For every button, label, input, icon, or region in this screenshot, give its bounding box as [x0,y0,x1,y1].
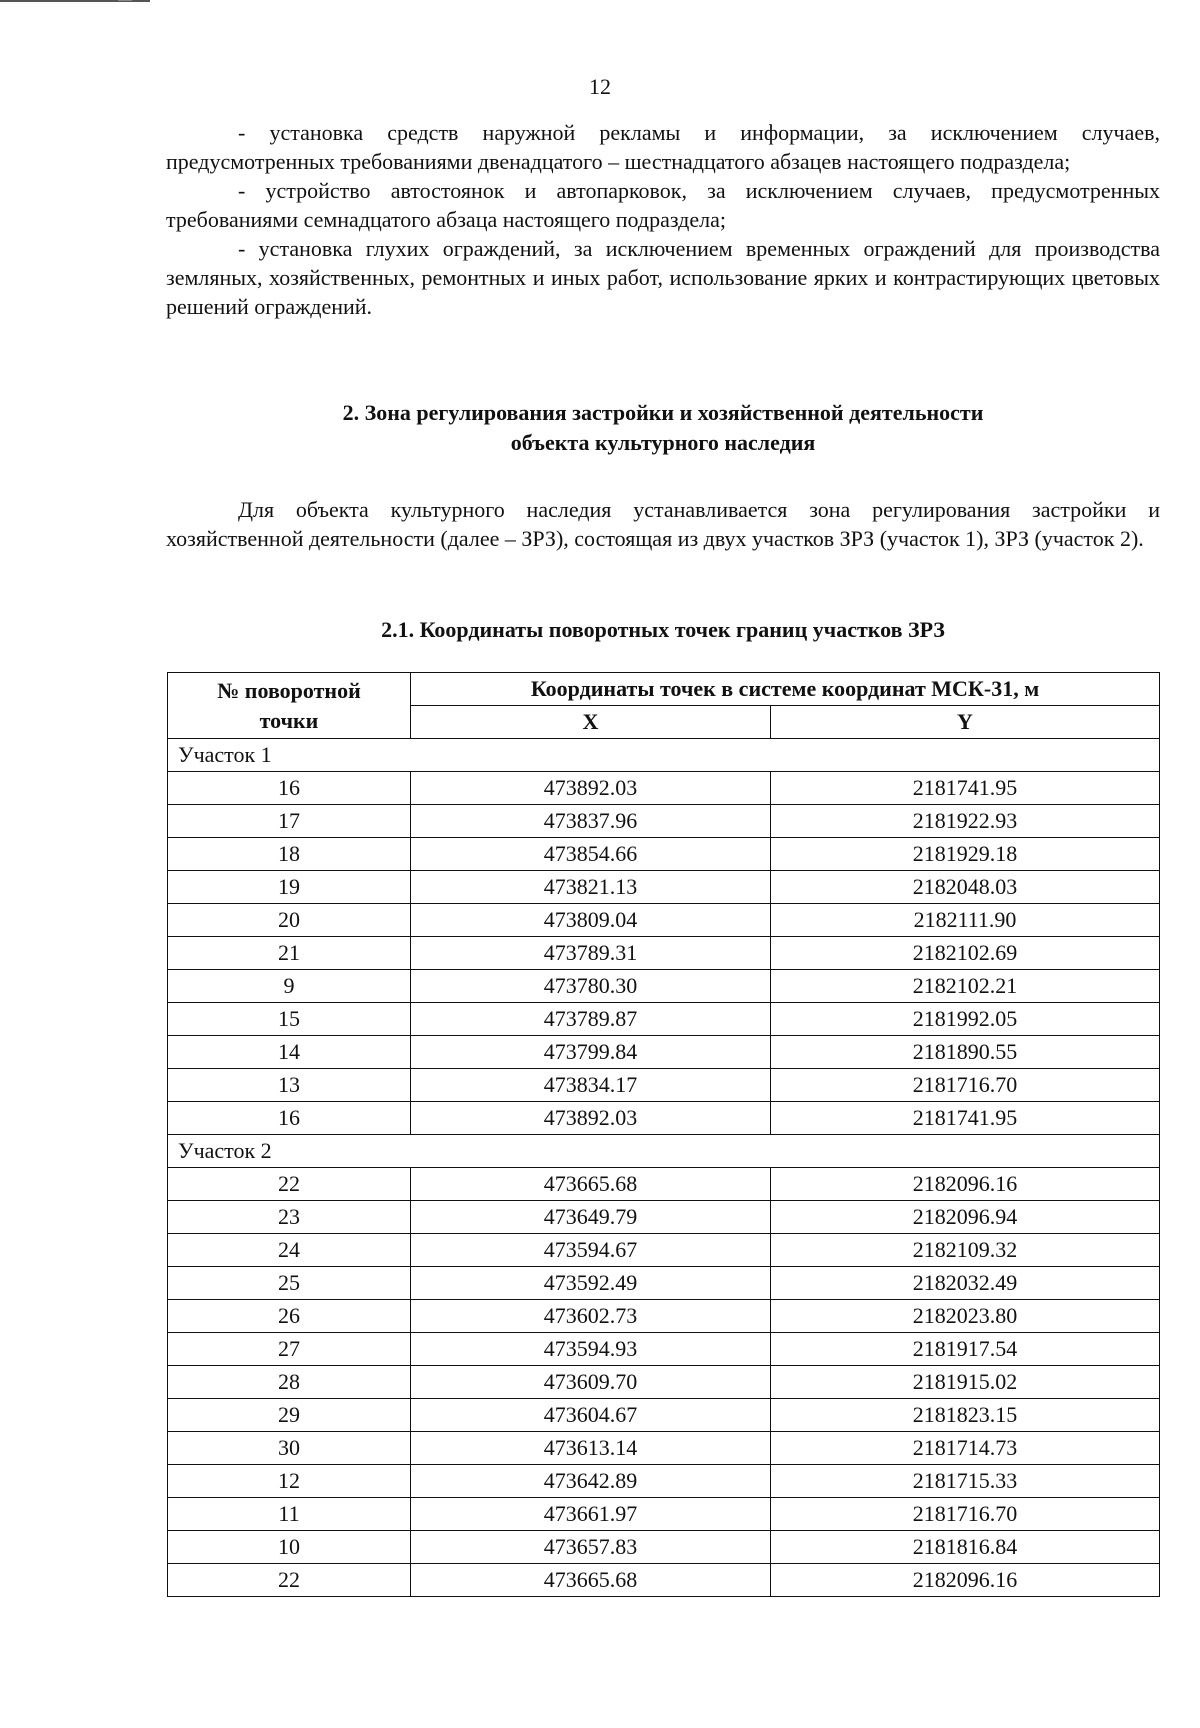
table-row [168,937,1160,970]
section-row [168,1135,1160,1168]
x-coordinate-cell: 473665.68 [411,1168,771,1201]
y-coordinate-cell: 2182048.03 [771,871,1160,904]
point-number-cell: 14 [168,1036,411,1069]
point-number-cell: 24 [168,1234,411,1267]
point-number-cell: 16 [168,772,411,805]
x-coordinate-cell: 473594.67 [411,1234,771,1267]
table-row [168,1300,1160,1333]
y-coordinate-cell: 2182023.80 [771,1300,1160,1333]
y-coordinate-cell: 2181992.05 [771,1003,1160,1036]
paragraph-parking: - устройство автостоянок и автопарковок, за исключением случаев, предусмотренных требованиями семнадцатого абзаца настоящего подраздела; [166,178,1160,232]
x-coordinate-cell: 473892.03 [411,772,771,805]
intro-text [166,118,1160,321]
x-coordinate-cell: 473609.70 [411,1366,771,1399]
page-number: 12 [589,74,611,99]
y-coordinate-cell: 2182096.94 [771,1201,1160,1234]
x-header: X [411,706,771,739]
section-row [168,739,1160,772]
y-coordinate-cell: 2181741.95 [771,772,1160,805]
point-number-cell: 12 [168,1465,411,1498]
point-number-cell: 17 [168,805,411,838]
x-coordinate-cell: 473821.13 [411,871,771,904]
paragraph-ads: - установка средств наружной рекламы и информации, за исключением случаев, предусмотренных требованиями двенадцатого – шестнадцатого абзацев настоящего подраздела; [166,120,1160,174]
y-coordinate-cell: 2181917.54 [771,1333,1160,1366]
y-coordinate-cell: 2181741.95 [771,1102,1160,1135]
y-coordinate-cell: 2181816.84 [771,1531,1160,1564]
table-row [168,1267,1160,1300]
point-number-cell: 22 [168,1564,411,1597]
table-row [168,1399,1160,1432]
y-coordinate-cell: 2181715.33 [771,1465,1160,1498]
point-header-line2: точки [259,707,319,733]
table-row [168,871,1160,904]
point-number-cell: 20 [168,904,411,937]
point-number-cell: 19 [168,871,411,904]
point-number-cell: 29 [168,1399,411,1432]
table-row [168,1036,1160,1069]
table-row [168,1234,1160,1267]
paragraph-fences: - установка глухих ограждений, за исключением временных ограждений для производства земляных, хозяйственных, ремонтных и иных работ, использование ярких и контрастирующих цветовых решений ограждений. [166,236,1160,319]
x-coordinate-cell: 473834.17 [411,1069,771,1102]
y-coordinate-cell: 2181714.73 [771,1432,1160,1465]
x-coordinate-cell: 473780.30 [411,970,771,1003]
y-coordinate-cell: 2182102.21 [771,970,1160,1003]
table-row [168,1102,1160,1135]
table-row [168,1465,1160,1498]
table-row [168,772,1160,805]
table-row [168,1168,1160,1201]
point-number-cell: 25 [168,1267,411,1300]
table-row [168,904,1160,937]
section-2-heading [166,398,1160,458]
section-2-body [166,495,1160,553]
point-number-cell: 9 [168,970,411,1003]
point-number-header [168,673,411,739]
y-coordinate-cell: 2182102.69 [771,937,1160,970]
x-coordinate-cell: 473602.73 [411,1300,771,1333]
y-coordinate-cell: 2181929.18 [771,838,1160,871]
x-coordinate-cell: 473892.03 [411,1102,771,1135]
section-2-title-line1: 2. Зона регулирования застройки и хозяйственной деятельности [342,400,984,425]
point-number-cell: 28 [168,1366,411,1399]
point-number-cell: 23 [168,1201,411,1234]
y-coordinate-cell: 2181915.02 [771,1366,1160,1399]
table-title: 2.1. Координаты поворотных точек границ участков ЗРЗ [381,617,945,642]
x-coordinate-cell: 473613.14 [411,1432,771,1465]
y-coordinate-cell: 2182096.16 [771,1168,1160,1201]
y-coordinate-cell: 2181716.70 [771,1498,1160,1531]
x-coordinate-cell: 473642.89 [411,1465,771,1498]
point-number-cell: 16 [168,1102,411,1135]
table-row [168,1564,1160,1597]
table-row [168,1531,1160,1564]
point-number-cell: 11 [168,1498,411,1531]
point-header-line1: № поворотной [217,677,361,703]
point-number-cell: 26 [168,1300,411,1333]
scan-edge-artifact [118,0,132,1]
table-header-row [168,673,1160,706]
point-number-cell: 10 [168,1531,411,1564]
y-coordinate-cell: 2181823.15 [771,1399,1160,1432]
y-coordinate-cell: 2182032.49 [771,1267,1160,1300]
section-2-title-line2: объекта культурного наследия [510,430,816,455]
section-label: Участок 1 [168,739,1160,772]
x-coordinate-cell: 473604.67 [411,1399,771,1432]
point-number-cell: 18 [168,838,411,871]
table-row [168,838,1160,871]
table-row [168,1333,1160,1366]
table-row [168,805,1160,838]
section-2-paragraph: Для объекта культурного наследия устанавливается зона регулирования застройки и хозяйственной деятельности (далее – ЗРЗ), состоящая из двух участков ЗРЗ (участок 1), ЗРЗ (участок 2). [166,497,1160,551]
table-row [168,1498,1160,1531]
x-coordinate-cell: 473854.66 [411,838,771,871]
x-coordinate-cell: 473592.49 [411,1267,771,1300]
coordinates-table [167,672,1160,1597]
y-coordinate-cell: 2181716.70 [771,1069,1160,1102]
table-row [168,1069,1160,1102]
y-coordinate-cell: 2181890.55 [771,1036,1160,1069]
point-number-cell: 30 [168,1432,411,1465]
table-row [168,1003,1160,1036]
table-row [168,970,1160,1003]
x-coordinate-cell: 473665.68 [411,1564,771,1597]
point-number-cell: 13 [168,1069,411,1102]
y-coordinate-cell: 2182096.16 [771,1564,1160,1597]
x-coordinate-cell: 473799.84 [411,1036,771,1069]
y-coordinate-cell: 2182111.90 [771,904,1160,937]
point-number-cell: 27 [168,1333,411,1366]
x-coordinate-cell: 473789.31 [411,937,771,970]
point-number-cell: 15 [168,1003,411,1036]
y-coordinate-cell: 2182109.32 [771,1234,1160,1267]
y-header: Y [771,706,1160,739]
section-label: Участок 2 [168,1135,1160,1168]
table-row [168,1366,1160,1399]
coords-group-header: Координаты точек в системе координат МСК-31, м [411,673,1160,706]
x-coordinate-cell: 473809.04 [411,904,771,937]
x-coordinate-cell: 473837.96 [411,805,771,838]
point-number-cell: 22 [168,1168,411,1201]
x-coordinate-cell: 473649.79 [411,1201,771,1234]
point-number-cell: 21 [168,937,411,970]
table-row [168,1432,1160,1465]
x-coordinate-cell: 473594.93 [411,1333,771,1366]
table-row [168,1201,1160,1234]
x-coordinate-cell: 473789.87 [411,1003,771,1036]
y-coordinate-cell: 2181922.93 [771,805,1160,838]
x-coordinate-cell: 473657.83 [411,1531,771,1564]
x-coordinate-cell: 473661.97 [411,1498,771,1531]
